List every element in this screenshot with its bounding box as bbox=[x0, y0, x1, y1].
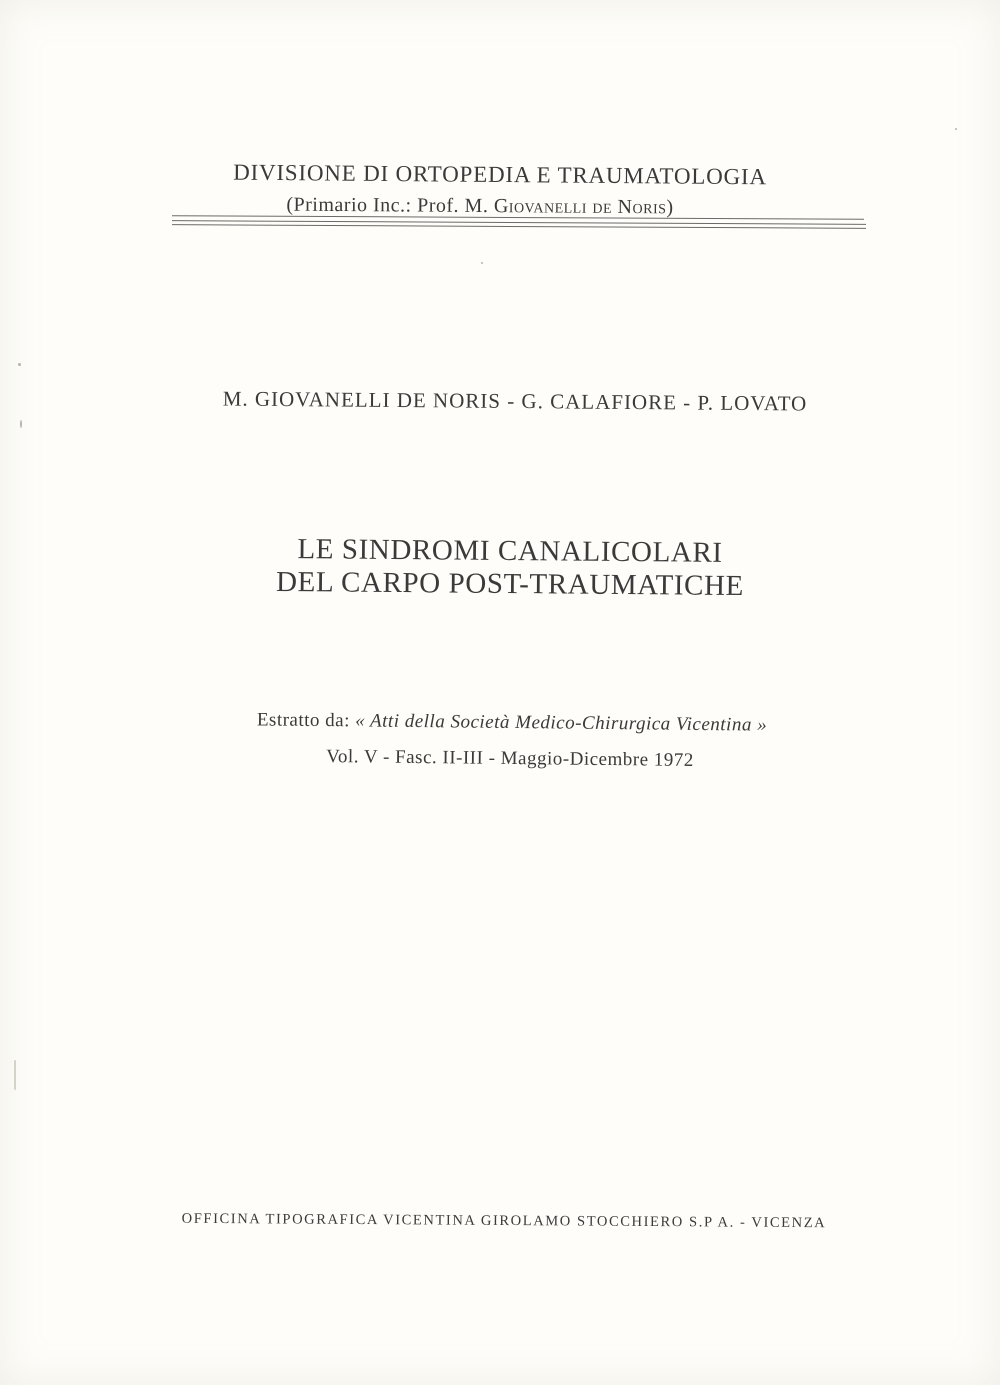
title-line-1: LE SINDROMI CANALICOLARI bbox=[297, 533, 723, 569]
paper-speck bbox=[481, 262, 483, 264]
header-rule-bottom bbox=[172, 224, 866, 229]
extract-prefix: Estratto da: bbox=[256, 709, 356, 732]
paper-speck bbox=[955, 128, 957, 130]
chief-name: Giovanelli de Noris bbox=[493, 195, 667, 219]
paper-speck bbox=[18, 363, 21, 366]
extract-line bbox=[12, 707, 1000, 739]
institute-heading: DIVISIONE DI ORTOPEDIA E TRAUMATOLOGIA bbox=[233, 159, 767, 190]
paper-speck bbox=[20, 420, 22, 428]
title-line-2: DEL CARPO POST-TRAUMATICHE bbox=[275, 565, 745, 603]
volume-line: Vol. V - Fasc. II-III - Maggio-Dicembre 1972 bbox=[326, 746, 694, 771]
printer-imprint: OFFICINA TIPOGRAFICA VICENTINA GIROLAMO STOCCHIERO S.P A. - VICENZA bbox=[181, 1210, 827, 1232]
journal-name: « Atti della Società Medico-Chirurgica Vicentina » bbox=[355, 710, 768, 736]
authors-line: M. GIOVANELLI DE NORIS - G. CALAFIORE - P. LOVATO bbox=[222, 386, 808, 416]
paper-speck bbox=[14, 1060, 16, 1090]
chief-prefix: (Primario Inc.: Prof. M. bbox=[286, 193, 494, 218]
chief-suffix: ) bbox=[666, 196, 674, 219]
